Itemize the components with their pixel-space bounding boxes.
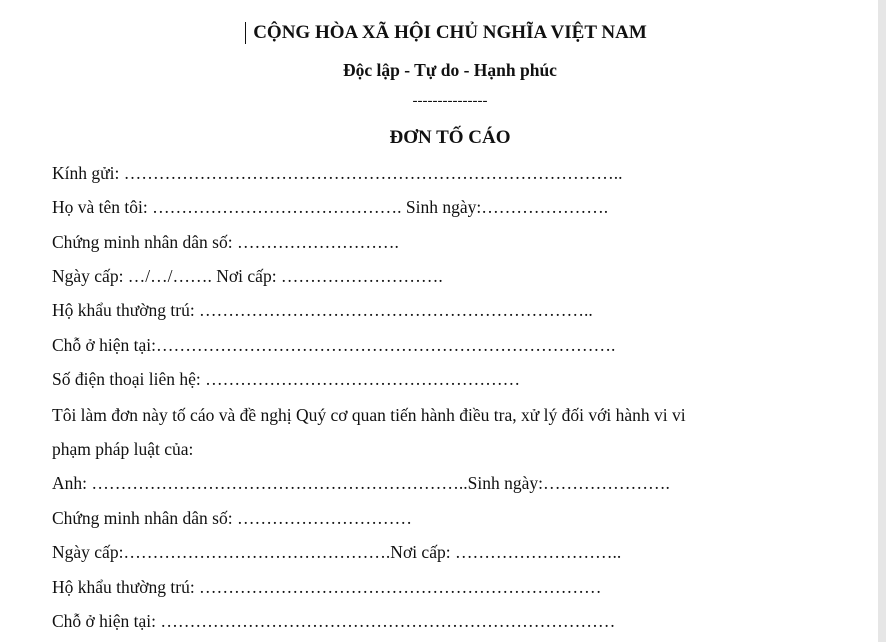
current-address-line[interactable]: Chỗ ở hiện tại:……………………………………………………………………. — [52, 335, 616, 355]
statement-line-2: phạm pháp luật của: — [52, 439, 194, 459]
accused-id-line[interactable]: Chứng minh nhân dân số: ………………………… — [52, 508, 412, 528]
id-number-line[interactable]: Chứng minh nhân dân số: ………………………. — [52, 232, 399, 252]
text-cursor — [245, 22, 246, 44]
national-title: CỘNG HÒA XÃ HỘI CHỦ NGHĨA VIỆT NAM — [253, 22, 647, 43]
document-title: ĐƠN TỐ CÁO — [389, 127, 511, 148]
accused-residence-line[interactable]: Hộ khẩu thường trú: …………………………………………………………… — [52, 577, 602, 597]
issue-date-line[interactable]: Ngày cấp: …/…/……. Nơi cấp: ………………………. — [52, 266, 443, 286]
full-name-line[interactable]: Họ và tên tôi: ……………………………………. Sinh ngày:…………………. — [52, 197, 609, 217]
recipient-line[interactable]: Kính gửi: ………………………………………………………………………….. — [52, 163, 623, 183]
national-motto: Độc lập - Tự do - Hạnh phúc — [343, 60, 557, 80]
accused-address-line[interactable]: Chỗ ở hiện tại: …………………………………………………………………… — [52, 611, 616, 631]
accused-name-line[interactable]: Anh: ………………………………………………………..Sinh ngày:…………………. — [52, 473, 670, 493]
residence-line[interactable]: Hộ khẩu thường trú: ………………………………………………………….. — [52, 300, 593, 320]
phone-line[interactable]: Số điện thoại liên hệ: ……………………………………………… — [52, 369, 521, 389]
header-divider: --------------- — [412, 93, 488, 109]
statement-line-1: Tôi làm đơn này tố cáo và đề nghị Quý cơ quan tiến hành điều tra, xử lý đối với hành vi vi — [52, 405, 686, 425]
accused-issue-line[interactable]: Ngày cấp:……………………………………….Nơi cấp: ……………………….. — [52, 542, 622, 562]
